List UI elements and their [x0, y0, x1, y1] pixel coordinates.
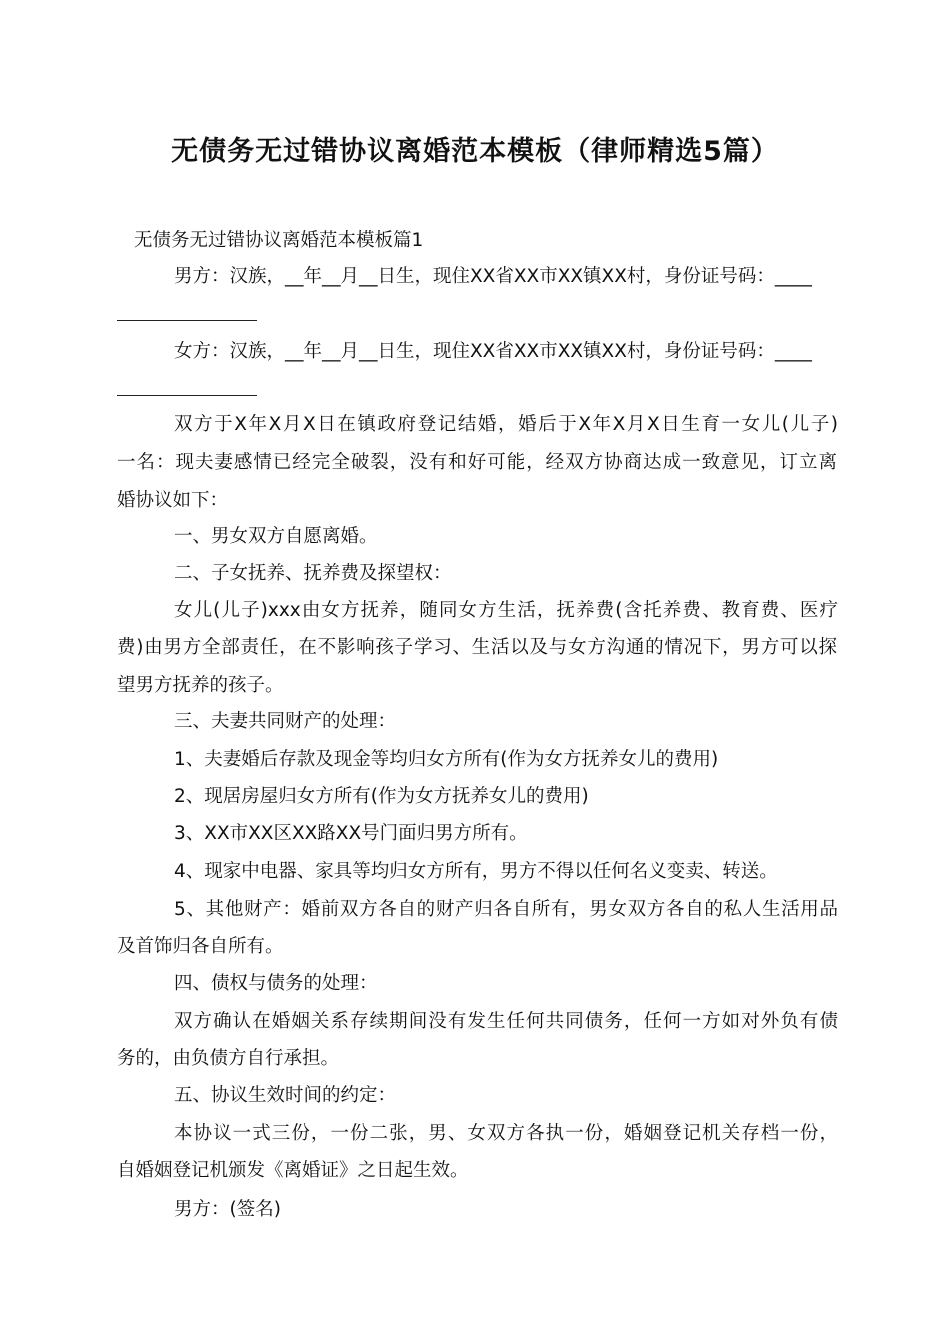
paragraph-line: 本协议一式三份，一份二张，男、女双方各执一份，婚姻登记机关存档一份， [174, 1123, 838, 1144]
paragraph-line: 1、夫妻婚后存款及现金等均归女方所有(作为女方抚养女儿的费用) [174, 749, 719, 770]
document-title: 无债务无过错协议离婚范本模板（律师精选5篇） [171, 136, 779, 167]
section-heading: 无债务无过错协议离婚范本模板篇1 [134, 230, 424, 251]
paragraph-line: 一名：现夫妻感情已经完全破裂，没有和好可能，经双方协商达成一致意见，订立离 [117, 452, 837, 473]
paragraph-line: 3、XX市XX区XX路XX号门面归男方所有。 [174, 823, 528, 844]
signature-blank-line [117, 395, 257, 396]
paragraph-line: 望男方抚养的孩子。 [117, 675, 284, 696]
paragraph-line: 双方于X年X月X日在镇政府登记结婚，婚后于X年X月X日生育一女儿(儿子) [174, 414, 838, 435]
paragraph-line: 男方：汉族，__年__月__日生，现住XX省XX市XX镇XX村，身份证号码：____ [174, 266, 812, 287]
paragraph-line: 双方确认在婚姻关系存续期间没有发生任何共同债务，任何一方如对外负有债 [174, 1011, 838, 1032]
paragraph-line: 五、协议生效时间的约定： [174, 1085, 397, 1106]
paragraph-line: 二、子女抚养、抚养费及探望权： [174, 563, 452, 584]
paragraph-line: 5、其他财产：婚前双方各自的财产归各自所有，男女双方各自的私人生活用品 [174, 899, 838, 920]
paragraph-line: 婚协议如下： [117, 490, 229, 511]
paragraph-line: 及首饰归各自所有。 [117, 936, 284, 957]
paragraph-line: 一、男女双方自愿离婚。 [174, 526, 378, 547]
paragraph-line: 四、债权与债务的处理： [174, 973, 378, 994]
paragraph-line: 4、现家中电器、家具等均归女方所有，男方不得以任何名义变卖、转送。 [174, 861, 778, 882]
signature-line: 男方：(签名) [174, 1199, 281, 1220]
paragraph-line: 2、现居房屋归女方所有(作为女方抚养女儿的费用) [174, 786, 589, 807]
paragraph-line: 务的，由负债方自行承担。 [117, 1048, 340, 1069]
signature-blank-line [117, 320, 257, 321]
paragraph-line: 三、夫妻共同财产的处理： [174, 711, 397, 732]
paragraph-line: 自婚姻登记机颁发《离婚证》之日起生效。 [117, 1160, 469, 1181]
paragraph-line: 女儿(儿子)xxx由女方抚养，随同女方生活，抚养费(含托养费、教育费、医疗 [174, 600, 838, 621]
paragraph-line: 女方：汉族，__年__月__日生，现住XX省XX市XX镇XX村，身份证号码：____ [174, 341, 812, 362]
paragraph-line: 费)由男方全部责任，在不影响孩子学习、生活以及与女方沟通的情况下，男方可以探 [117, 637, 837, 658]
